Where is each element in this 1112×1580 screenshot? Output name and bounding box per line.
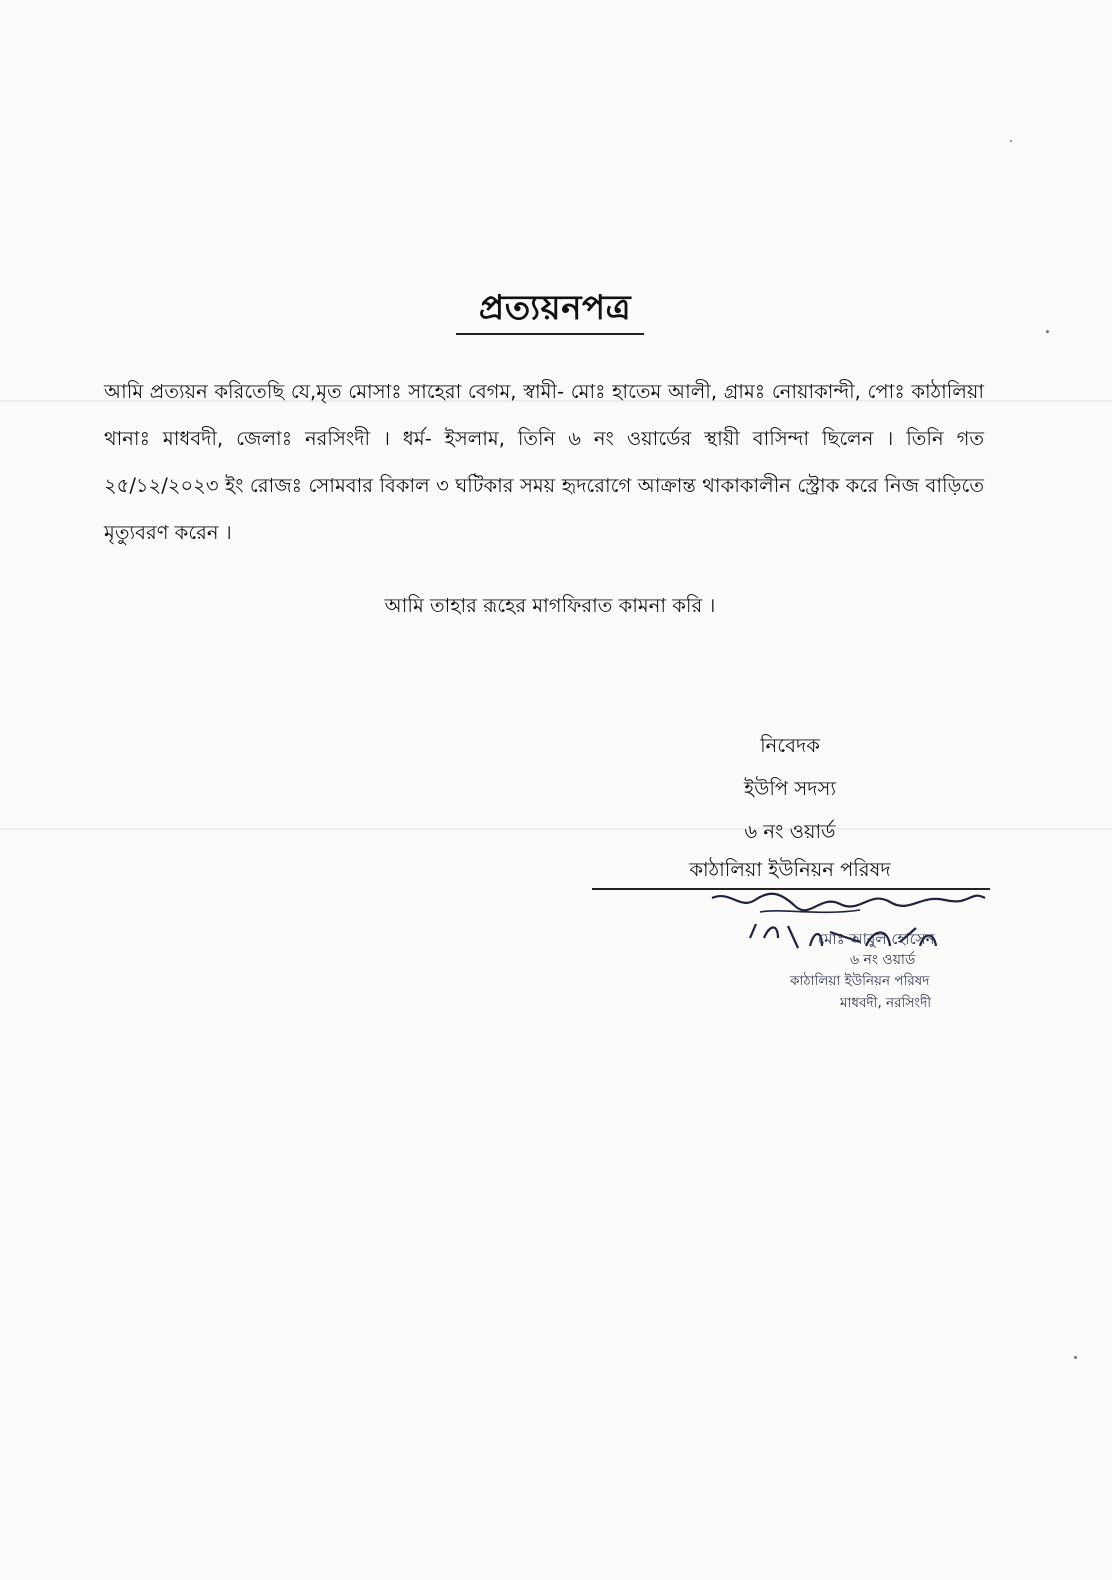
signature-stamp xyxy=(700,890,1040,1050)
signatory-union: কাঠালিয়া ইউনিয়ন পরিষদ xyxy=(689,858,891,881)
speck xyxy=(1010,140,1012,142)
stamp-location: মাধবদী, নরসিংদী xyxy=(840,995,932,1011)
closing-line: আমি তাহার রূহের মাগফিরাত কামনা করি । xyxy=(384,594,716,617)
title-underline xyxy=(456,333,644,335)
stamp-name: মোঃ আবুল হোসেন xyxy=(818,930,935,948)
signatory-submitter: নিবেদক xyxy=(760,734,820,757)
speck xyxy=(1074,1356,1077,1359)
stamp-union: কাঠালিয়া ইউনিয়ন পরিষদ xyxy=(790,973,930,989)
speck xyxy=(1046,330,1049,333)
document-title: প্রত্যয়নপত্র xyxy=(478,288,632,328)
signatory-ward: ৬ নং ওয়ার্ড xyxy=(744,820,836,843)
certificate-body: আমি প্রত্যয়ন করিতেছি যে,মৃত মোসাঃ সাহেরা বেগম, স্বামী- মোঃ হাতেম আলী, গ্রামঃ নোয়াকান্দী, পোঃ কাঠালিয়া থানাঃ মাধবদী, জেলাঃ নরসিংদী । ধর্ম- ইসলাম, তিনি ৬ নং ওয়ার্ডের স্থায়ী বাসিন্দা ছিলেন । তিনি গত ২৫/১২/২০২৩ ইং রোজঃ সোমবার বিকাল ৩ ঘটিকার সময় হৃদরোগে আক্রান্ত থাকাকালীন স্ট্রোক করে নিজ বাড়িতে মৃত্যুবরণ করেন । xyxy=(104,380,984,544)
signatory-designation: ইউপি সদস্য xyxy=(743,777,836,800)
stamp-ward: ৬ নং ওয়ার্ড xyxy=(850,952,916,968)
